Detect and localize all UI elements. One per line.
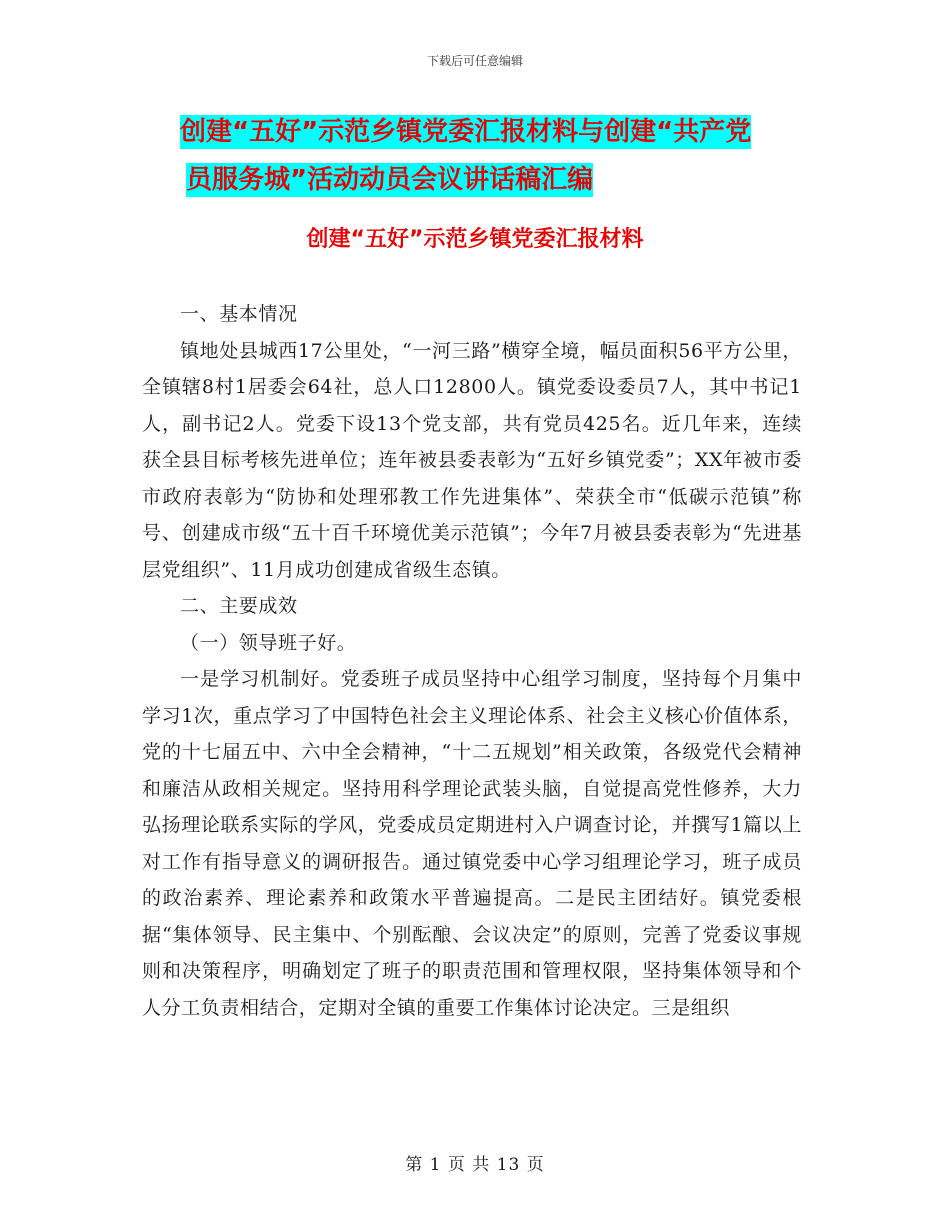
document-title (180, 108, 820, 204)
paragraph-leadership: 一是学习机制好。党委班子成员坚持中心组学习制度，坚持每个月集中学习1次，重点学习了中国特色社会主义理论体系、社会主义核心价值体系，党的十七届五中、六中全会精神，“十二五规划”相关政策，各级党代会精神和廉洁从政相关规定。坚持用科学理论武装头脑，自觉提高党性修养，大力弘扬理论联系实际的学风，党委成员定期进村入户调查讨论，并撰写1篇以上对工作有指导意义的调研报告。通过镇党委中心学习组理论学习，班子成员的政治素养、理论素养和政策水平普遍提高。二是民主团结好。镇党委根据“集体领导、民主集中、个别酝酿、会议决定”的原则，完善了党委议事规则和决策程序，明确划定了班子的职责范围和管理权限，坚持集体领导和个人分工负责相结合，定期对全镇的重要工作集体讨论决定。三是组织 (142, 668, 802, 1019)
section-title: 创建“五好”示范乡镇党委汇报材料 (306, 227, 644, 252)
title-line-2: 员服务城”活动动员会议讲话稿汇编 (186, 165, 594, 195)
heading-basic-situation: 一、基本情况 (180, 303, 298, 325)
paragraph-basic-situation: 镇地处县城西17公里处，“一河三路”横穿全境，幅员面积56平方公里，全镇辖8村1居委会64社，总人口12800人。镇党委设委员7人，其中书记1人，副书记2人。党委下设13个党支部，共有党员425名。近几年来，连续获全县目标考核先进单位；连年被县委表彰为“五好乡镇党委”；XX年被市委市政府表彰为“防协和处理邪教工作先进集体”、荣获全市“低碳示范镇”称号、创建成市级“五十百千环境优美示范镇”；今年7月被县委表彰为“先进基层党组织”、11月成功创建成省级生态镇。 (142, 339, 802, 581)
document-body (142, 296, 802, 1026)
page-number: 第 1 页 共 13 页 (405, 1155, 545, 1175)
heading-main-results: 二、主要成效 (180, 595, 298, 617)
subheading-leadership: （一）领导班子好。 (180, 631, 357, 654)
header-note: 下载后可任意编辑 (426, 54, 523, 68)
title-line-1: 创建“五好”示范乡镇党委汇报材料与创建“共产党 (180, 117, 752, 147)
